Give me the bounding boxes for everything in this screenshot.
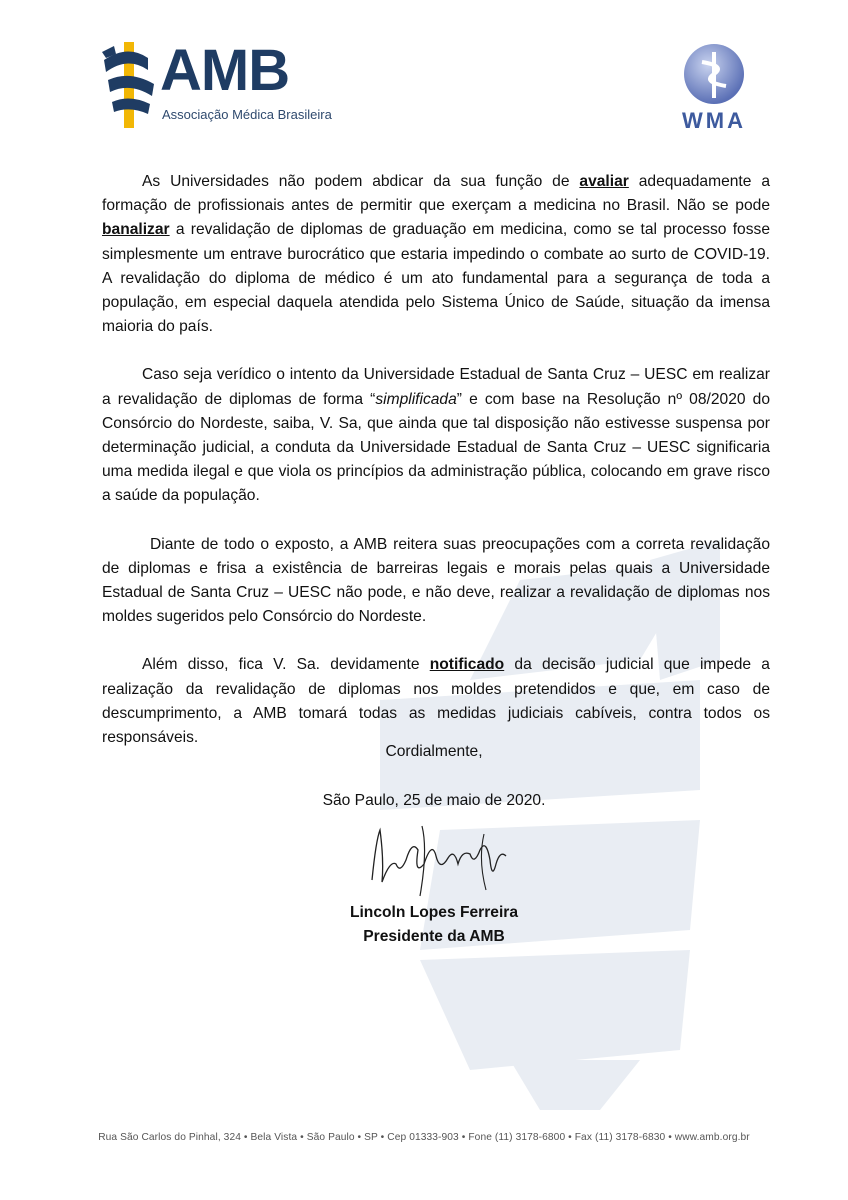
handwritten-signature [362,820,512,900]
paragraph-4 [102,653,770,750]
text-segment: adequadamente a formação de profissionais antes de permitir que exerçam a medicina no Brasil. Não se pode [102,173,770,215]
wma-globe-icon [658,42,770,108]
place-date: São Paulo, 25 de maio de 2020. [322,792,546,809]
amb-caduceus-icon [98,40,160,130]
text-segment: Além disso, fica V. Sa. devidamente [142,656,430,674]
wma-logo [658,42,770,138]
emphasis-banalizar: banalizar [102,221,170,239]
letter-body [102,170,770,774]
text-segment: Caso seja verídico o intento da Universidade Estadual de Santa Cruz – UESC em realizar a revalidação de diplomas de forma “ [102,366,770,408]
emphasis-avaliar: avaliar [579,173,629,190]
text-segment: a revalidação de diplomas de graduação em medicina, como se tal processo fosse simplesmente um entrave burocrático que estaria impedindo o combate ao surto de COVID-19. A revalidação do diploma de médico é um ato fundamental para a segurança de toda a população, em especial daquela atendida pelo Sistema Único de Saúde, situação da imensa maioria do país. [102,221,770,336]
signatory-name: Lincoln Lopes Ferreira [349,904,519,921]
text-segment: As Universidades não podem abdicar da sua função de [142,173,580,190]
signatory-title: Presidente da AMB [363,928,505,945]
text-segment: da decisão judicial que impede a realização da revalidação de diplomas nos moldes pretendidos e que, em caso de descumprimento, a AMB tomará todas as medidas judiciais cabíveis, contra todos os responsáveis. [102,656,770,747]
salutation: Cordialmente, [385,743,483,760]
amb-acronym: AMB [160,38,290,103]
emphasis-simplificada: simplificada [375,390,457,408]
wma-acronym: WMA [682,108,746,133]
amb-logo [98,40,338,130]
paragraph-1 [102,170,770,339]
text-segment: Diante de todo o exposto, a AMB reitera suas preocupações com a correta revalidação de diplomas e frisa a existência de barreiras legais e morais pelas quais a Universidade Estadual de Santa Cruz – UESC não pode, e não deve, realizar a revalidação de diplomas nos moldes sugeridos pelo Consórcio do Nordeste. [102,535,770,626]
amb-full-name: Associação Médica Brasileira [162,107,332,122]
footer-address: Rua São Carlos do Pinhal, 324 • Bela Vista • São Paulo • SP • Cep 01333-903 • Fone (11) 3178-6800 • Fax (11) 3178-6830 • www.amb.org.br [98,1132,750,1143]
emphasis-notificado: notificado [429,656,505,674]
paragraph-2 [102,363,770,508]
text-segment: ” e com base na Resolução nº 08/2020 do Consórcio do Nordeste, saiba, V. Sa, que ainda que tal disposição não estivesse suspensa por determinação judicial, a conduta da Universidade Estadual de Santa Cruz – UESC significaria uma medida ilegal e que viola os princípios da administração pública, colocando em grave risco a saúde da população. [102,390,770,505]
paragraph-3 [102,533,770,630]
